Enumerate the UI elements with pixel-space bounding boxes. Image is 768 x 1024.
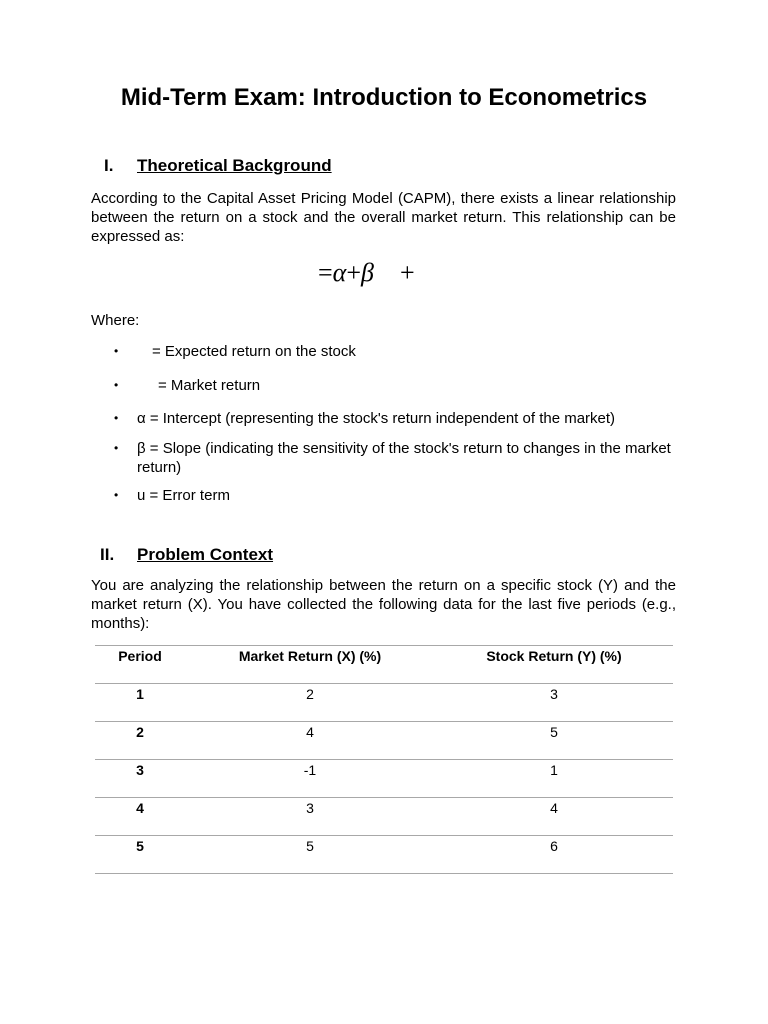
cell-stock-return: 1	[435, 760, 673, 798]
bullet-dot-icon: •	[114, 411, 119, 425]
cell-market-return: 3	[185, 798, 435, 836]
section-1-title: Theoretical Background	[137, 156, 332, 175]
where-label: Where:	[91, 312, 140, 329]
bullet-dot-icon: •	[114, 488, 119, 502]
bullet-text: = Expected return on the stock	[152, 343, 356, 360]
cell-period: 5	[95, 836, 185, 874]
cell-market-return: 5	[185, 836, 435, 874]
table-header-row	[95, 646, 673, 684]
header-market-return: Market Return (X) (%)	[185, 646, 435, 684]
bullet-dot-icon: •	[114, 344, 119, 358]
equation-alpha: α	[332, 258, 347, 287]
cell-stock-return: 6	[435, 836, 673, 874]
cell-market-return: 4	[185, 722, 435, 760]
bullet-text: β = Slope (indicating the sensitivity of the stock's return to changes in the market return)	[137, 440, 671, 476]
problem-context-paragraph: You are analyzing the relationship between the return on a specific stock (Y) and the market return (X). You have collected the following data for the last five periods (e.g., months):	[91, 577, 676, 632]
cell-stock-return: 5	[435, 722, 673, 760]
cell-stock-return: 3	[435, 684, 673, 722]
section-1-number: I.	[104, 156, 114, 175]
header-period: Period	[95, 646, 185, 684]
section-2-number: II.	[100, 545, 115, 564]
bullet-text: u = Error term	[137, 487, 230, 504]
header-stock-return: Stock Return (Y) (%)	[435, 646, 673, 684]
equation-beta: β	[361, 258, 374, 287]
table-row	[95, 722, 673, 760]
equation-equals: =	[318, 258, 333, 287]
section-2-title: Problem Context	[137, 545, 274, 564]
table-row	[95, 760, 673, 798]
cell-stock-return: 4	[435, 798, 673, 836]
cell-period: 2	[95, 722, 185, 760]
capm-intro-paragraph: According to the Capital Asset Pricing Model (CAPM), there exists a linear relationship between the return on a stock and the overall market return. This relationship can be expressed as:	[91, 190, 676, 245]
exam-title: Mid-Term Exam: Introduction to Econometrics	[120, 84, 648, 111]
cell-market-return: 2	[185, 684, 435, 722]
cell-market-return: -1	[185, 760, 435, 798]
cell-period: 3	[95, 760, 185, 798]
cell-period: 1	[95, 684, 185, 722]
table-row	[95, 836, 673, 874]
equation-plus-1: +	[346, 258, 361, 287]
bullet-dot-icon: •	[114, 441, 119, 455]
bullet-dot-icon: •	[114, 378, 119, 392]
equation-plus-2: +	[399, 258, 415, 287]
bullet-text: α = Intercept (representing the stock's return independent of the market)	[137, 410, 616, 427]
table-row	[95, 684, 673, 722]
cell-period: 4	[95, 798, 185, 836]
table-row	[95, 798, 673, 836]
capm-equation	[318, 258, 415, 288]
bullet-text: = Market return	[158, 377, 261, 394]
returns-data-table	[95, 645, 673, 874]
